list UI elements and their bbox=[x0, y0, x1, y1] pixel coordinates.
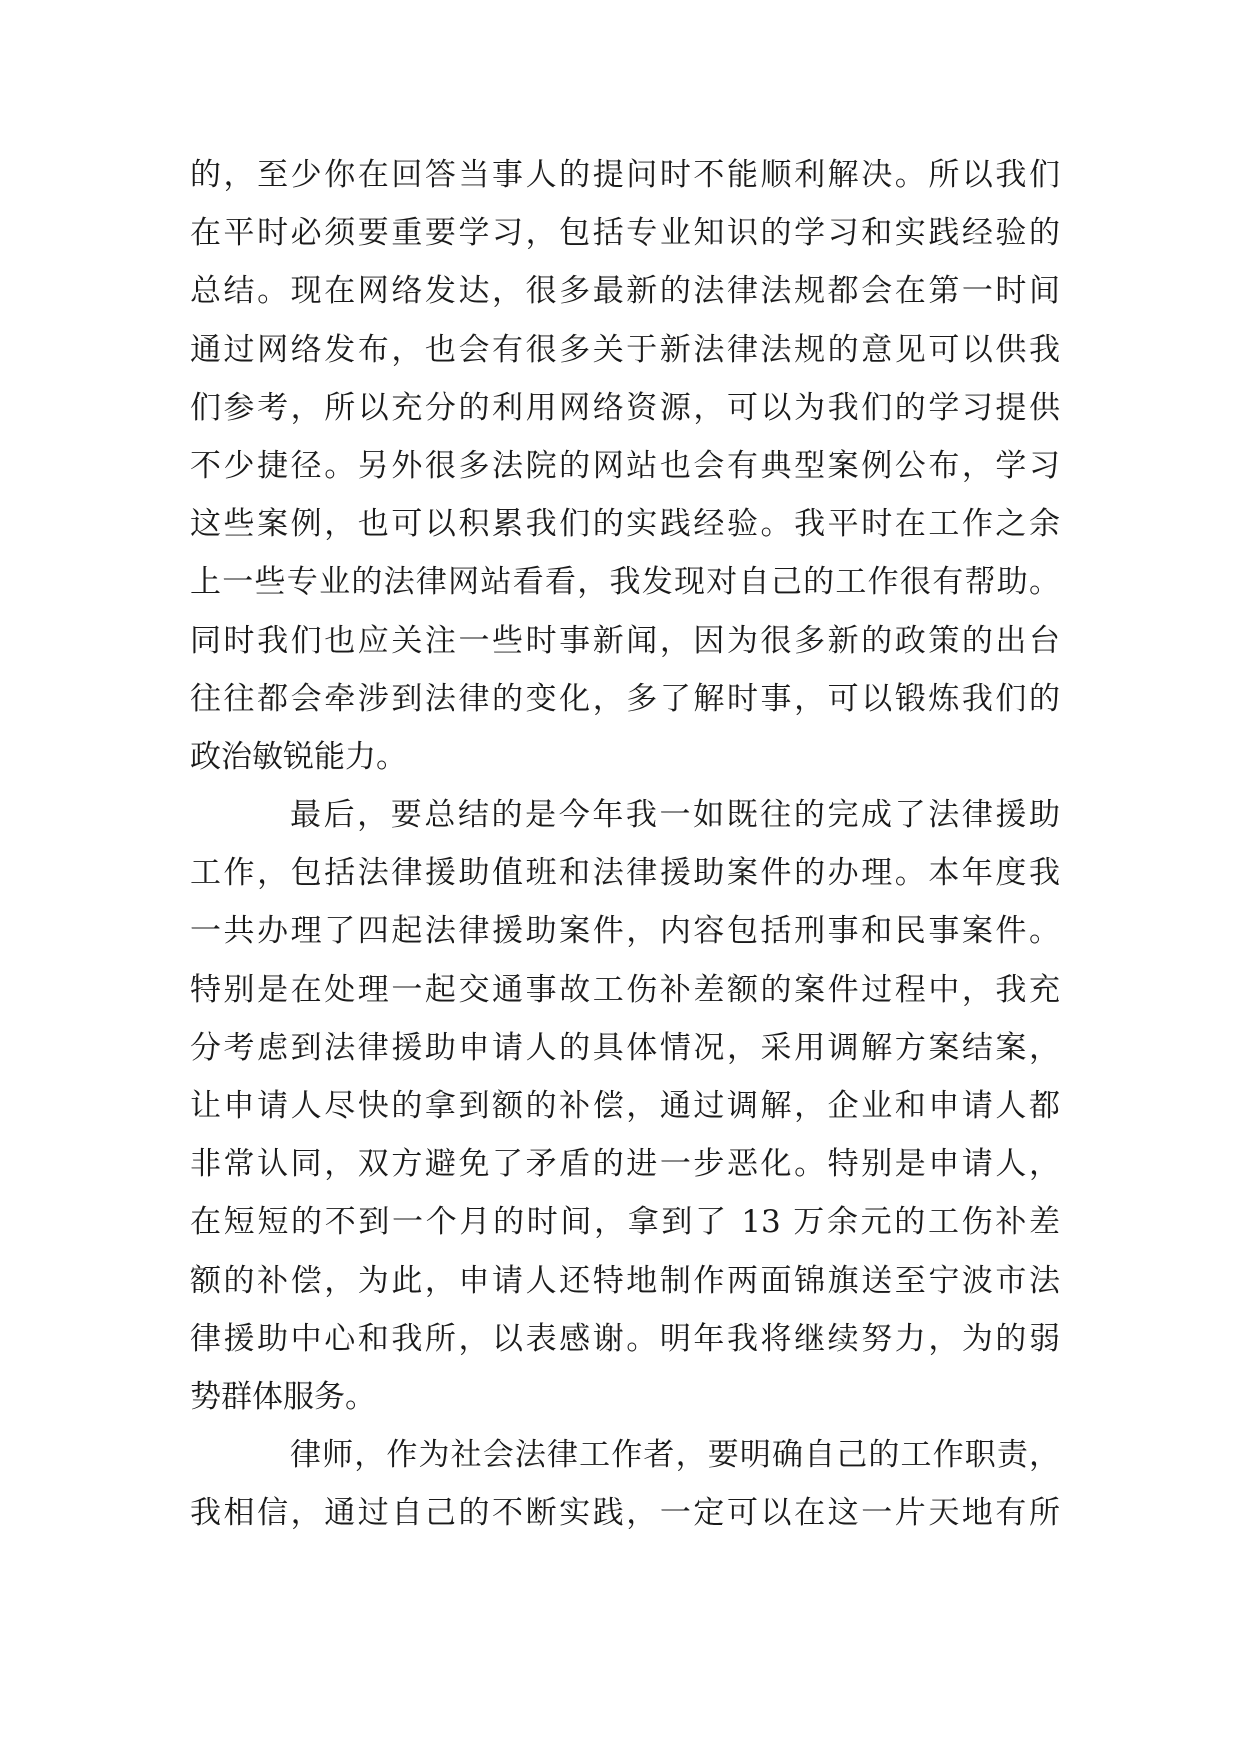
text-line: 额的补偿，为此，申请人还特地制作两面锦旗送至宁波市法 bbox=[190, 1262, 1060, 1299]
text-line: 不少捷径。另外很多法院的网站也会有典型案例公布，学习 bbox=[190, 447, 1060, 484]
text-line: 律援助中心和我所，以表感谢。明年我将继续努力，为的弱 bbox=[190, 1320, 1060, 1357]
text-line: 同时我们也应关注一些时事新闻，因为很多新的政策的出台 bbox=[190, 622, 1060, 659]
text-line: 让申请人尽快的拿到额的补偿，通过调解，企业和申请人都 bbox=[190, 1088, 1060, 1124]
text-line: 在平时必须要重要学习，包括专业知识的学习和实践经验的 bbox=[190, 215, 1060, 252]
document-body bbox=[190, 146, 1060, 1543]
text-line: 这些案例，也可以积累我们的实践经验。我平时在工作之余 bbox=[190, 506, 1060, 543]
text-line: 的，至少你在回答当事人的提问时不能顺利解决。所以我们 bbox=[190, 157, 1060, 193]
text-line: 分考虑到法律援助申请人的具体情况，采用调解方案结案， bbox=[190, 1029, 1060, 1066]
text-line: 们参考，所以充分的利用网络资源，可以为我们的学习提供 bbox=[190, 389, 1060, 426]
paragraph bbox=[190, 146, 1060, 786]
text-line: 政治敏锐能力。 bbox=[190, 738, 407, 775]
text-line: 一共办理了四起法律援助案件，内容包括刑事和民事案件。 bbox=[190, 913, 1060, 950]
text-line: 最后，要总结的是今年我一如既往的完成了法律援助 bbox=[290, 797, 1060, 834]
text-line: 工作，包括法律援助值班和法律援助案件的办理。本年度我 bbox=[190, 855, 1060, 892]
text-line: 特别是在处理一起交通事故工伤补差额的案件过程中，我充 bbox=[190, 971, 1060, 1008]
text-line: 在短短的不到一个月的时间，拿到了 13 万余元的工伤补差 bbox=[190, 1204, 1060, 1241]
text-line: 往往都会牵涉到法律的变化，多了解时事，可以锻炼我们的 bbox=[190, 680, 1060, 717]
text-line: 上一些专业的法律网站看看，我发现对自己的工作很有帮助。 bbox=[190, 564, 1060, 601]
paragraph bbox=[190, 786, 1060, 1426]
paragraph bbox=[190, 1426, 1060, 1542]
text-line: 律师，作为社会法律工作者，要明确自己的工作职责， bbox=[290, 1437, 1060, 1474]
text-line: 非常认同，双方避免了矛盾的进一步恶化。特别是申请人， bbox=[190, 1146, 1060, 1183]
text-line: 总结。现在网络发达，很多最新的法律法规都会在第一时间 bbox=[190, 273, 1060, 310]
text-line: 通过网络发布，也会有很多关于新法律法规的意见可以供我 bbox=[190, 331, 1060, 368]
text-line: 势群体服务。 bbox=[190, 1378, 376, 1415]
text-line: 我相信，通过自己的不断实践，一定可以在这一片天地有所 bbox=[190, 1495, 1060, 1532]
